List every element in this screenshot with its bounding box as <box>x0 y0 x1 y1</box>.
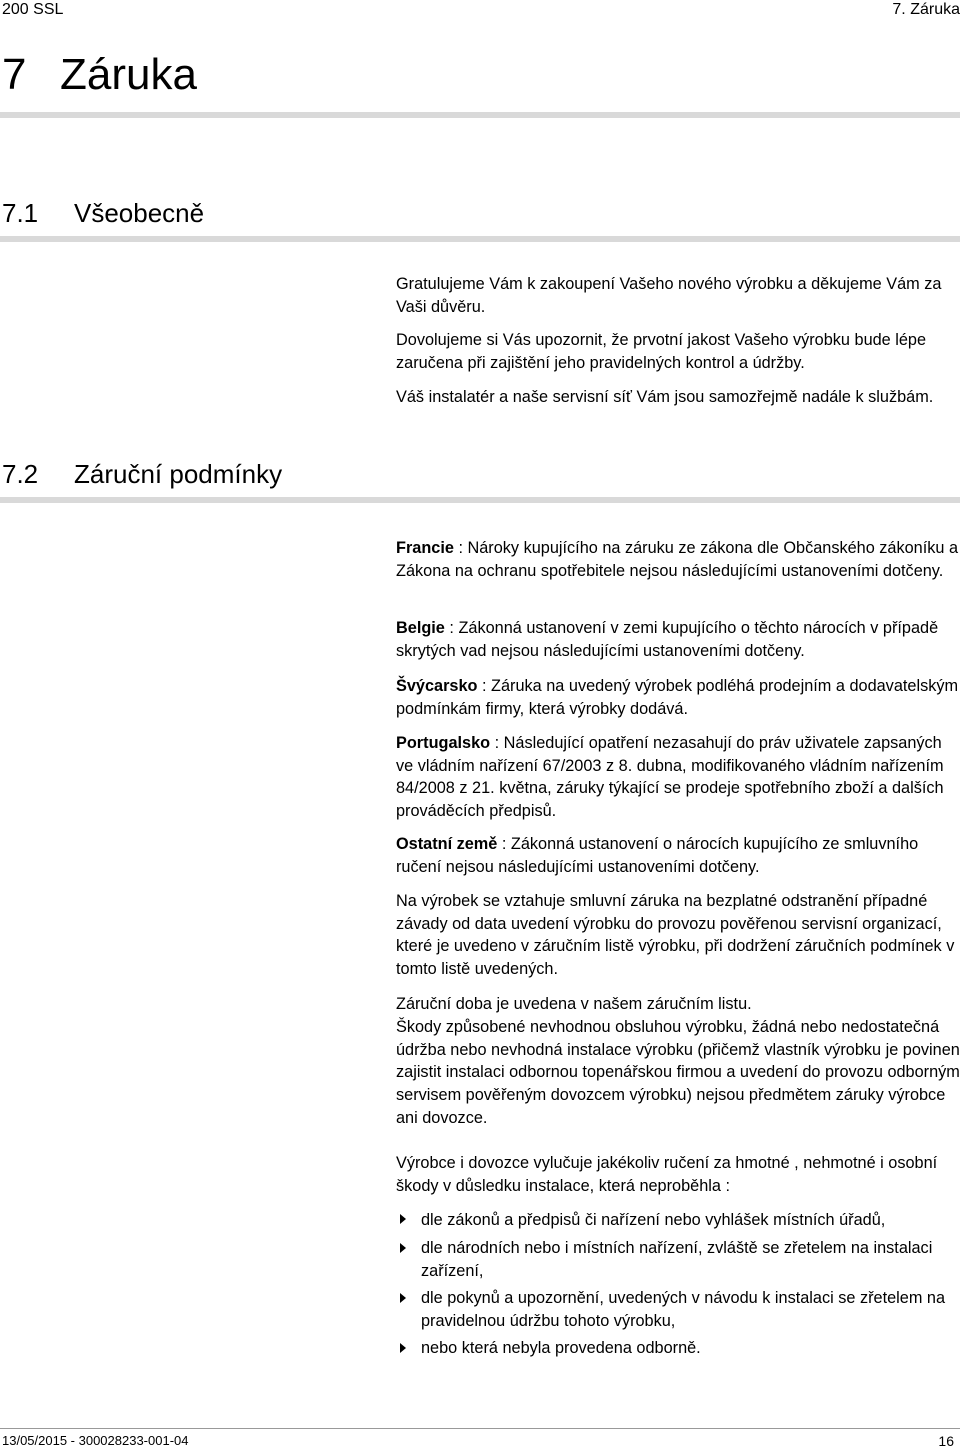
section-number: 7.2 <box>2 459 39 489</box>
bullet-item: dle pokynů a upozornění, uvedených v návodu k instalaci se zřetelem na pravidelnou údržbu tohoto výrobku, <box>421 1289 946 1330</box>
chapter-title <box>2 48 197 102</box>
section-number: 7.1 <box>2 198 39 228</box>
country-text: : Záruka na uvedený výrobek podléhá prodejním a dodavatelským podmínkám firmy, která výrobky dodává. <box>396 677 959 718</box>
country-name: Francie <box>396 539 454 557</box>
country-text: : Zákonná ustanovení v zemi kupujícího o těchto nárocích v případě skrytých vad nejsou následujícími ustanoveními dotčeny. <box>396 619 939 660</box>
section-title: Všeobecně <box>74 198 205 228</box>
chapter-number: 7 <box>2 50 27 99</box>
bullet-item: dle zákonů a předpisů či nařízení nebo vyhlášek místních úřadů, <box>421 1211 886 1229</box>
intro-paragraph: Váš instalatér a naše servisní síť Vám jsou samozřejmě nadále k službám. <box>396 388 934 406</box>
section-rule <box>0 236 960 242</box>
section-heading <box>2 198 204 228</box>
intro-paragraph: Dovolujeme si Vás upozornit, že prvotní jakost Vašeho výrobku bude lépe zaručena při zajištění jeho pravidelných kontrol a údržby. <box>396 331 927 372</box>
country-paragraph <box>396 537 960 582</box>
footer-rule <box>0 1428 960 1429</box>
country-text: : Následující opatření nezasahují do práv uživatele zapsaných ve vládním nařízení 67/2003 z 8. dubna, modifikovaného vládním nařízením 84/2008 z 21. května, záruky týkající se prodeje spotřebního zboží a dalších prováděcích předpisů. <box>396 734 944 821</box>
bullet-item: dle národních nebo i místních nařízení, zvláště se zřetelem na instalaci zařízení, <box>421 1239 933 1280</box>
bullet-arrow-icon <box>400 1214 406 1224</box>
country-text: : Zákonná ustanovení o nárocích kupujícího ze smluvního ručení nejsou následujícími ustanoveními dotčeny. <box>396 835 919 876</box>
country-paragraph <box>396 617 960 662</box>
chapter-rule <box>0 112 960 118</box>
page-number: 16 <box>938 1433 954 1449</box>
header-right: 7. Záruka <box>892 1 960 18</box>
bullet-arrow-icon <box>400 1343 406 1353</box>
country-name: Ostatní země <box>396 835 498 853</box>
country-text: : Nároky kupujícího na záruku ze zákona dle Občanského zákoníku a Zákona na ochranu spotřebitele nejsou následujícími ustanoveními dotčeny. <box>396 539 959 580</box>
period-paragraph: Záruční doba je uvedena v našem záručním listu. <box>396 995 752 1013</box>
warranty-paragraph: Na výrobek se vztahuje smluvní záruka na bezplatné odstranění případné závady od data uvedení výrobku do provozu pověřenou servisní organizací, které je uvedeno v záručním listě výrobku, při dodržení záručních podmínek v tomto listě uvedených. <box>396 892 955 979</box>
footer-doc-id: 13/05/2015 - 300028233-001-04 <box>2 1433 189 1448</box>
country-paragraph <box>396 833 960 878</box>
bullet-arrow-icon <box>400 1293 406 1303</box>
bullet-item: nebo která nebyla provedena odborně. <box>421 1339 701 1357</box>
section-rule <box>0 497 960 503</box>
section-title: Záruční podmínky <box>74 459 283 489</box>
country-name: Portugalsko <box>396 734 491 752</box>
country-name: Švýcarsko <box>396 677 478 695</box>
country-paragraph <box>396 732 960 823</box>
damage-paragraph: Škody způsobené nevhodnou obsluhou výrobku, žádná nebo nedostatečná údržba nebo nevhodná instalace výrobku (přičemž vlastník výrobku je povinen zajistit instalaci odbornou topenářskou firmou a uvedení do provozu odborným servisem pověřeným dovozcem výrobku) nejsou předmětem záruky výrobce ani dovozce. <box>396 1018 960 1127</box>
chapter-title-text: Záruka <box>60 50 197 99</box>
country-paragraph <box>396 675 960 720</box>
intro-paragraph: Gratulujeme Vám k zakoupení Vašeho nového výrobku a děkujeme Vám za Vaši důvěru. <box>396 275 942 316</box>
country-name: Belgie <box>396 619 445 637</box>
section-heading <box>2 459 282 489</box>
bullet-arrow-icon <box>400 1243 406 1253</box>
exclusion-paragraph: Výrobce i dovozce vylučuje jakékoliv ručení za hmotné , nehmotné i osobní škody v důsledku instalace, která neproběhla : <box>396 1154 938 1195</box>
header-left: 200 SSL <box>2 1 64 18</box>
